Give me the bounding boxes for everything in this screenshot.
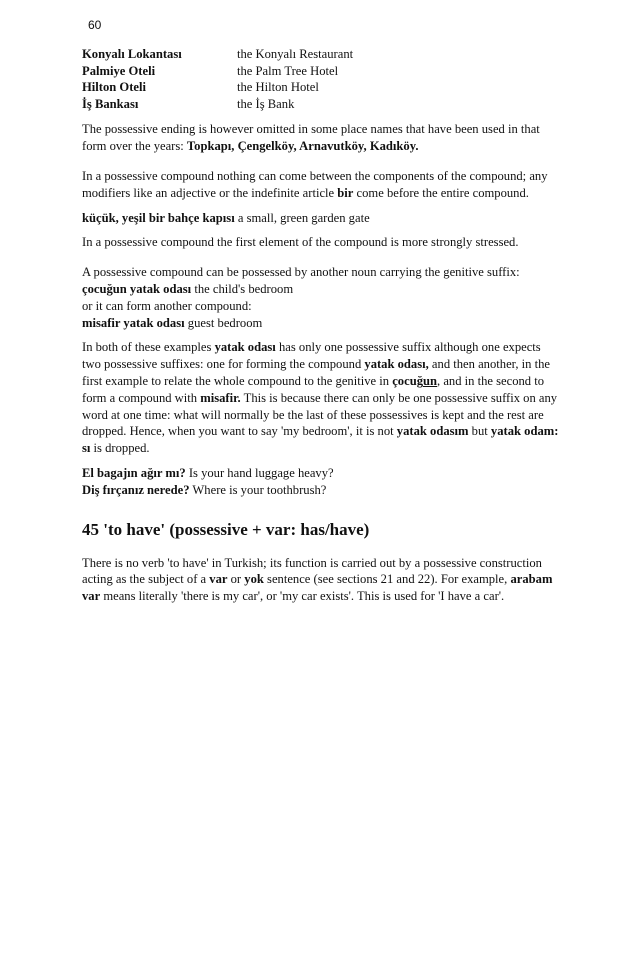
text: means literally 'there is my car', or 'my car exists'. This is used for 'I have a car'. <box>100 589 505 604</box>
text: A possessive compound can be possessed by another noun carrying the genitive suffix: <box>82 265 520 280</box>
paragraph-compound-modifiers <box>82 168 562 202</box>
text: In a possessive compound nothing can come between the components of the compound; any modifiers like an adjective or the indefinite article <box>82 168 548 200</box>
paragraph-stress: In a possessive compound the first element of the compound is more strongly stressed. <box>82 235 519 250</box>
paragraph-possessed-compound <box>82 264 562 331</box>
text: come before the entire compound. <box>353 185 529 200</box>
bold-text: yatak odasım <box>396 424 469 439</box>
pair-turkish: Konyalı Lokantası <box>82 47 182 61</box>
bold-text: yatak odası, <box>364 357 429 372</box>
bold-text: misafir. <box>200 390 241 405</box>
example-toothbrush <box>82 482 562 499</box>
bold-text: var <box>209 572 228 587</box>
bold-text: Topkapı, Çengelköy, Arnavutköy, Kadıköy. <box>186 139 419 154</box>
pair-english: the Hilton Hotel <box>237 80 319 95</box>
page <box>82 18 562 605</box>
text: the child's bedroom <box>191 281 294 296</box>
bold-text: yatak odam: sı <box>82 424 559 456</box>
text: This is because there can only be one possessive suffix on any word at one time: what will normally be the last of these possessives is kept and the rest are dropped. Hence, when you want to say 'my bedroom', it is not <box>82 390 558 439</box>
bold-text: çocuğ <box>392 373 423 388</box>
text: In both of these examples <box>82 340 215 355</box>
pair-turkish: İş Bankası <box>82 96 139 111</box>
text: guest bedroom <box>184 315 263 330</box>
bold-text: El bagajın ağır mı? <box>82 465 186 480</box>
bold-text: küçük, yeşil bir bahçe kapısı <box>82 210 235 225</box>
paragraph-to-have <box>82 555 562 605</box>
text: or <box>227 572 245 587</box>
paragraph-place-names <box>82 121 562 155</box>
text: is dropped. <box>90 441 150 456</box>
pair-english: the Konyalı Restaurant <box>237 47 354 61</box>
page-number: 60 <box>88 18 102 32</box>
text: a small, green garden gate <box>234 210 370 225</box>
text: Is your hand luggage heavy? <box>185 465 334 480</box>
pair-turkish: Palmiye Oteli <box>82 63 156 78</box>
pair-turkish: Hilton Oteli <box>82 80 147 95</box>
bold-text: yatak odası <box>214 340 276 355</box>
text: sentence (see sections 21 and 22). For example, <box>263 572 511 587</box>
vocabulary-pairs <box>82 46 562 112</box>
pair-english: the İş Bank <box>237 96 295 111</box>
example-garden-gate <box>82 210 562 227</box>
section-heading: 45 'to have' (possessive + var: has/have) <box>82 519 370 539</box>
text: has only one possessive suffix although one expects two possessive suffixes: one for forming the compound <box>82 340 541 372</box>
paragraph-single-suffix <box>82 339 562 457</box>
text: or it can form another compound: <box>82 298 252 313</box>
text: , and in the second to form a compound with <box>82 373 545 405</box>
text: The possessive ending is however omitted in some place names that have been used in that form over the years: <box>82 122 540 154</box>
text: but <box>468 424 491 439</box>
bold-text: Diş fırçanız nerede? <box>82 482 190 497</box>
example-luggage <box>82 465 562 482</box>
pair-english: the Palm Tree Hotel <box>237 63 339 78</box>
text: and then another, in the first example to relate the whole compound to the genitive in <box>82 357 550 388</box>
bold-text: arabam var <box>82 572 553 604</box>
bold-text: çocuğun yatak odası <box>82 281 192 296</box>
bold-text: bir <box>337 185 354 200</box>
underlined-suffix: un <box>423 373 438 388</box>
text: Where is your toothbrush? <box>189 482 327 497</box>
bold-text: misafir yatak odası <box>82 315 185 330</box>
text: There is no verb 'to have' in Turkish; its function is carried out by a possessive construction acting as the subject of a <box>82 555 542 587</box>
bold-text: yok <box>244 572 264 587</box>
